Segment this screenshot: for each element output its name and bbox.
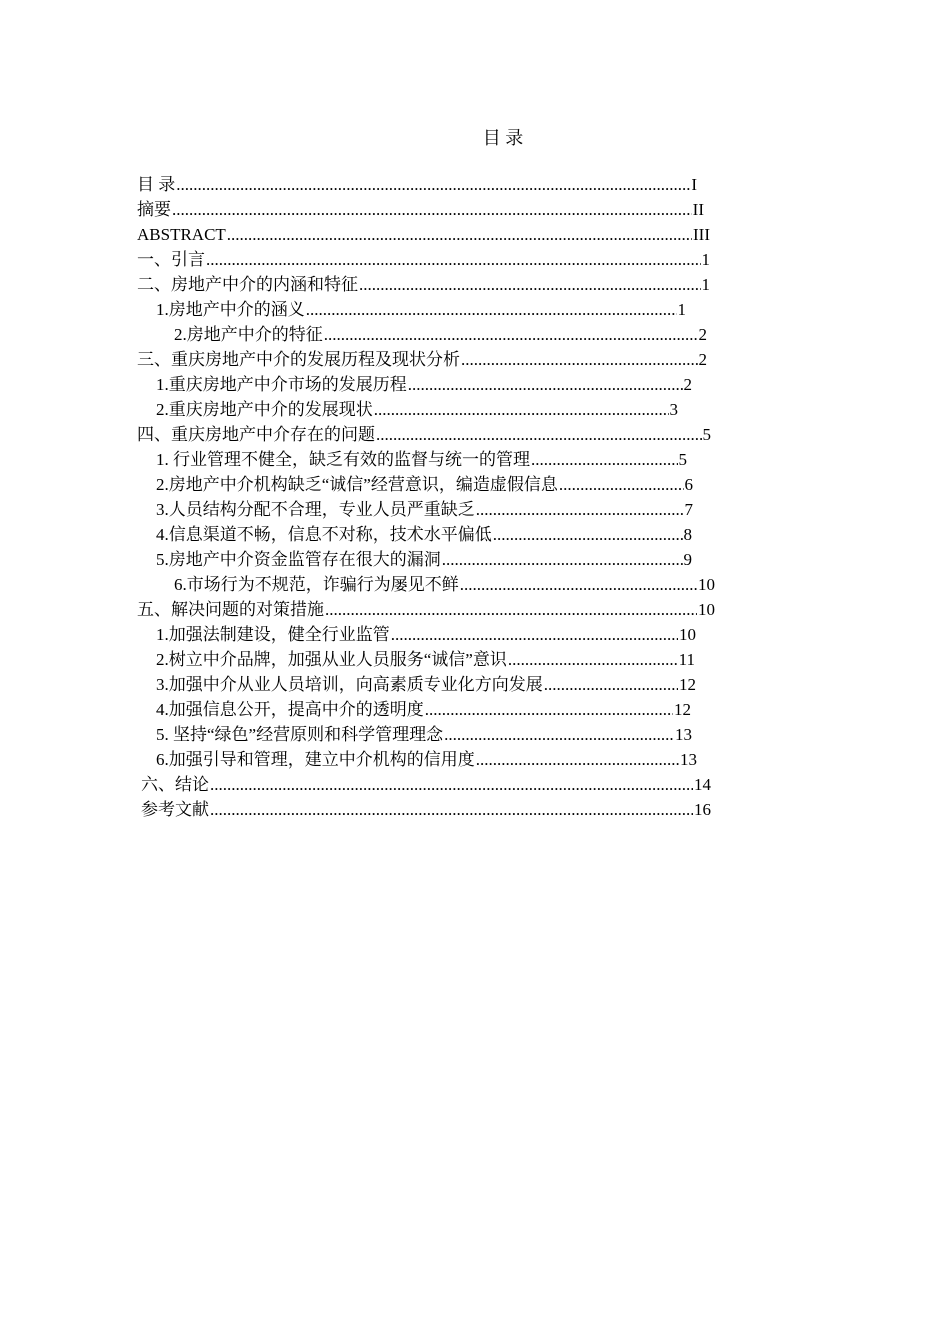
toc-entry-label: 2.房地产中介的特征: [174, 325, 323, 344]
toc-leader: [210, 773, 693, 797]
toc-entry-page: II: [692, 200, 704, 219]
toc-entry-label: 2.房地产中介机构缺乏“诚信”经营意识，编造虚假信息: [156, 475, 558, 494]
toc-entry[interactable]: [137, 173, 697, 197]
toc-entry[interactable]: [137, 198, 704, 222]
toc-entry-label: 4.信息渠道不畅，信息不对称，技术水平偏低: [156, 525, 492, 544]
toc-leader: [559, 473, 684, 497]
toc-leader: [461, 348, 698, 372]
toc-entry-page: I: [691, 175, 697, 194]
toc-leader: [425, 698, 673, 722]
toc-entry-page: 2: [683, 375, 692, 394]
toc-entry-page: 5: [702, 425, 711, 444]
toc-entry-page: 6: [684, 475, 693, 494]
toc-entry-page: 1: [701, 275, 710, 294]
toc-entry-page: 16: [694, 800, 711, 819]
toc-entry-label: 5. 坚持“绿色”经营原则和科学管理理念: [156, 725, 444, 744]
toc-leader: [324, 323, 698, 347]
toc-leader: [376, 423, 702, 447]
toc-leader: [493, 523, 683, 547]
toc-entry-page: 9: [683, 550, 692, 569]
toc-entry[interactable]: [141, 798, 711, 822]
toc-entry-label: 二、房地产中介的内涵和特征: [137, 275, 358, 294]
toc-entry[interactable]: [137, 223, 710, 247]
toc-entry-page: 8: [683, 525, 692, 544]
toc-leader: [391, 623, 678, 647]
toc-leader: [176, 173, 690, 197]
toc-entry[interactable]: [137, 248, 710, 272]
toc-entry-label: 三、重庆房地产中介的发展历程及现状分析: [137, 350, 460, 369]
toc-entry[interactable]: [156, 498, 693, 522]
toc-entry-page: 1: [677, 300, 686, 319]
toc-entry-label: 3.加强中介从业人员培训，向高素质专业化方向发展: [156, 675, 543, 694]
toc-entry-label: 3.人员结构分配不合理，专业人员严重缺乏: [156, 500, 475, 519]
toc-entry-label: 1.加强法制建设，健全行业监管: [156, 625, 390, 644]
toc-entry-label: 1. 行业管理不健全，缺乏有效的监督与统一的管理: [156, 450, 530, 469]
toc-entry-page: 1: [701, 250, 710, 269]
toc-entry-label: 6.市场行为不规范，诈骗行为屡见不鲜: [174, 575, 459, 594]
toc-leader: [476, 498, 684, 522]
toc-entry[interactable]: [156, 448, 687, 472]
toc-leader: [172, 198, 692, 222]
toc-entry[interactable]: [156, 373, 692, 397]
toc-entry-label: 1.重庆房地产中介市场的发展历程: [156, 375, 407, 394]
toc-leader: [325, 598, 697, 622]
toc-entry-page: 11: [678, 650, 695, 669]
toc-entry-page: 13: [675, 725, 692, 744]
toc-leader: [359, 273, 701, 297]
toc-entry[interactable]: [156, 723, 692, 747]
toc-entry[interactable]: [141, 773, 711, 797]
toc-entry[interactable]: [156, 698, 691, 722]
toc-entry[interactable]: [156, 548, 692, 572]
toc-leader: [531, 448, 678, 472]
toc-entry-label: 2.树立中介品牌，加强从业人员服务“诚信”意识: [156, 650, 507, 669]
toc-entry-page: III: [693, 225, 710, 244]
toc-entry[interactable]: [137, 273, 710, 297]
toc-entry-page: 10: [679, 625, 696, 644]
toc-entry[interactable]: [156, 398, 678, 422]
toc-entry-page: 2: [698, 325, 707, 344]
toc-entry[interactable]: [156, 623, 696, 647]
toc-leader: [508, 648, 678, 672]
toc-leader: [306, 298, 677, 322]
toc-entry[interactable]: [174, 573, 715, 597]
toc-leader: [206, 248, 701, 272]
toc-entry[interactable]: [137, 423, 711, 447]
toc-entry[interactable]: [137, 598, 715, 622]
toc-entry-label: 1.房地产中介的涵义: [156, 300, 305, 319]
toc-entry-page: 14: [694, 775, 711, 794]
toc-leader: [210, 798, 693, 822]
toc-entry[interactable]: [156, 473, 693, 497]
toc-entry-label: 目 录: [137, 175, 176, 194]
toc-entry[interactable]: [156, 673, 696, 697]
toc-leader: [476, 748, 679, 772]
toc-entry[interactable]: [156, 748, 697, 772]
toc-entry-label: 一、引言: [137, 250, 205, 269]
toc-entry[interactable]: [156, 298, 686, 322]
toc-entry[interactable]: [137, 348, 707, 372]
toc-leader: [408, 373, 683, 397]
toc-entry-label: 6.加强引导和管理，建立中介机构的信用度: [156, 750, 475, 769]
toc-entry-page: 10: [698, 575, 715, 594]
toc-entry-label: 2.重庆房地产中介的发展现状: [156, 400, 373, 419]
toc-leader: [374, 398, 669, 422]
toc-entry-page: 13: [680, 750, 697, 769]
toc-entry-label: 五、解决问题的对策措施: [137, 600, 324, 619]
toc-entry-label: ABSTRACT: [137, 225, 226, 244]
toc-entry-page: 5: [678, 450, 687, 469]
toc-entry[interactable]: [156, 523, 692, 547]
toc-entry-page: 12: [674, 700, 691, 719]
toc-entry-page: 10: [698, 600, 715, 619]
toc-entry-page: 7: [684, 500, 693, 519]
toc-title: 目 录: [482, 128, 524, 148]
toc-leader: [460, 573, 697, 597]
toc-leader: [442, 548, 683, 572]
toc-entry-label: 4.加强信息公开，提高中介的透明度: [156, 700, 424, 719]
toc-entry[interactable]: [174, 323, 707, 347]
toc-entry-page: 3: [669, 400, 678, 419]
toc-entry-label: 摘要: [137, 200, 171, 219]
toc-entry-label: 六、结论: [141, 775, 209, 794]
toc-entry[interactable]: [156, 648, 695, 672]
toc-entry-label: 5.房地产中介资金监管存在很大的漏洞: [156, 550, 441, 569]
toc-entry-label: 四、重庆房地产中介存在的问题: [137, 425, 375, 444]
toc-entry-page: 2: [698, 350, 707, 369]
toc-leader: [227, 223, 692, 247]
toc-leader: [444, 723, 674, 747]
toc-leader: [544, 673, 678, 697]
toc-entry-label: 参考文献: [141, 800, 209, 819]
toc-entry-page: 12: [679, 675, 696, 694]
